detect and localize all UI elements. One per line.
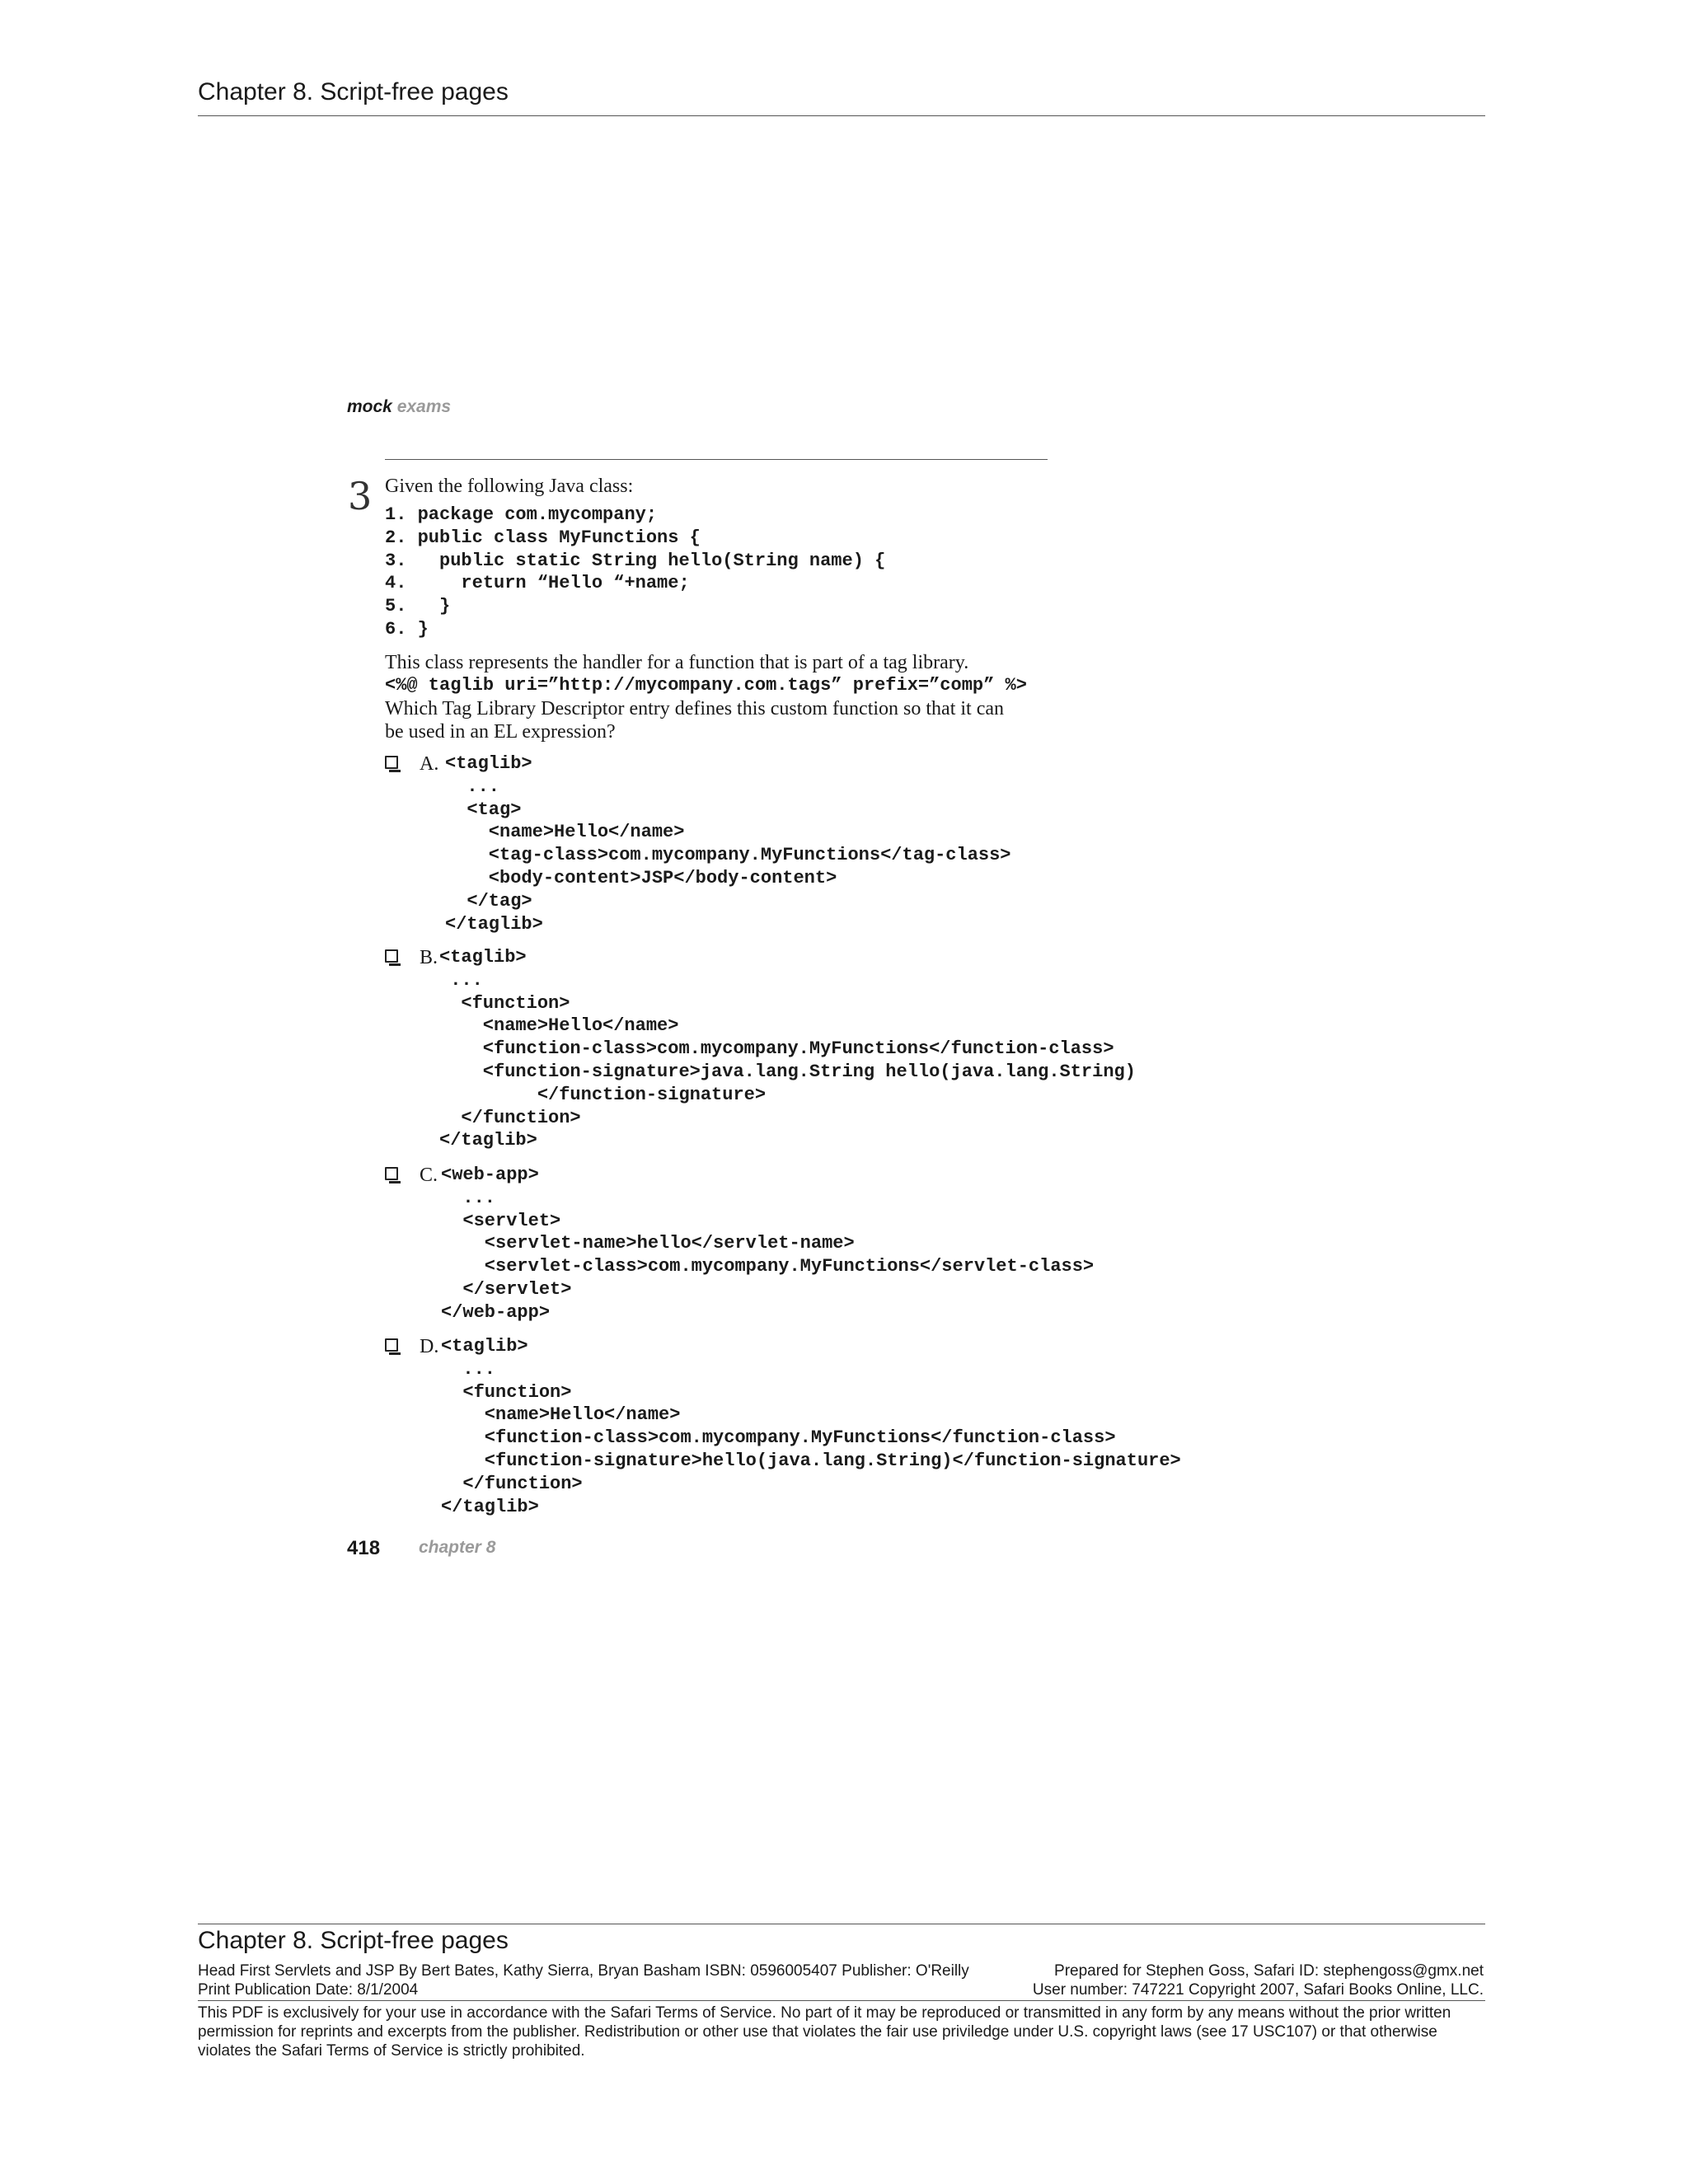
question-number: 3 bbox=[348, 474, 373, 518]
option-d-checkbox[interactable] bbox=[385, 1338, 398, 1352]
option-a-code: <taglib> ... <tag> <name>Hello</name> <tag-class>com.mycompany.MyFunctions</tag-class> <body-content>JSP</body-content> </tag> </taglib> bbox=[445, 753, 1011, 935]
question-intro: Given the following Java class: bbox=[385, 476, 634, 497]
option-c-checkbox[interactable] bbox=[385, 1167, 398, 1180]
question-para-line1: This class represents the handler for a function that is part of a tag library. bbox=[385, 652, 969, 673]
option-b-letter: B. bbox=[420, 947, 438, 968]
header-divider bbox=[198, 115, 1485, 116]
option-d-code: <taglib> ... <function> <name>Hello</name> <function-class>com.mycompany.MyFunctions</function-class> <function-signature>hello(java.lang.String)</function-signature> </function> </taglib> bbox=[441, 1336, 1181, 1517]
option-c-code: <web-app> ... <servlet> <servlet-name>hello</servlet-name> <servlet-class>com.mycompany.MyFunctions</servlet-class> </servlet> </web-app> bbox=[441, 1165, 1095, 1323]
question-paragraph bbox=[385, 651, 1069, 743]
section-label-light: exams bbox=[396, 397, 452, 416]
footer-disclaimer: This PDF is exclusively for your use in accordance with the Safari Terms of Service. No part of it may be reproduced or transmitted in any form by any means without the prior written permission for reprints and excerpts from the publisher. Redistribution or other use that violates the fair use priviledge under U.S. copyright laws (see 17 USC107) or that otherwise violates the Safari Terms of Service is strictly prohibited. bbox=[198, 2004, 1451, 2060]
page-header-title: Chapter 8. Script-free pages bbox=[198, 78, 509, 105]
footer-pub-date: Print Publication Date: 8/1/2004 bbox=[198, 1981, 419, 1999]
footer-book-info: Head First Servlets and JSP By Bert Bates, Kathy Sierra, Bryan Basham ISBN: 0596005407 Publisher: O'Reilly bbox=[198, 1962, 969, 1980]
question-para-line3: be used in an EL expression? bbox=[385, 720, 616, 743]
option-a-checkbox[interactable] bbox=[385, 756, 398, 769]
option-b-code: <taglib> ... <function> <name>Hello</name> <function-class>com.mycompany.MyFunctions</function-class> <function-signature>java.lang.String hello(java.lang.String) </function-signature> </function> </taglib> bbox=[439, 947, 1136, 1151]
chapter-label: chapter 8 bbox=[419, 1538, 496, 1557]
footer-user-info: User number: 747221 Copyright 2007, Safari Books Online, LLC. bbox=[1032, 1981, 1484, 1999]
option-d-letter: D. bbox=[420, 1336, 439, 1357]
java-class-code: 1. package com.mycompany; 2. public class MyFunctions { 3. public static String hello(String name) { 4. return “Hello “+name; 5. } 6. } bbox=[385, 504, 886, 640]
section-label-bold: mock bbox=[347, 397, 392, 416]
option-a-letter: A. bbox=[420, 753, 439, 775]
footer-bottom-divider bbox=[198, 2000, 1485, 2001]
section-label bbox=[347, 397, 451, 417]
footer-prepared-for: Prepared for Stephen Goss, Safari ID: stephengoss@gmx.net bbox=[1054, 1962, 1484, 1980]
option-c-letter: C. bbox=[420, 1165, 438, 1186]
question-para-line2: Which Tag Library Descriptor entry defines this custom function so that it can bbox=[385, 697, 1005, 719]
footer-title: Chapter 8. Script-free pages bbox=[198, 1927, 509, 1954]
page-number: 418 bbox=[347, 1537, 381, 1559]
question-divider bbox=[385, 459, 1048, 460]
option-b-checkbox[interactable] bbox=[385, 949, 398, 963]
taglib-directive: <%@ taglib uri=”http://mycompany.com.tags” prefix=”comp” %> bbox=[385, 675, 1027, 696]
